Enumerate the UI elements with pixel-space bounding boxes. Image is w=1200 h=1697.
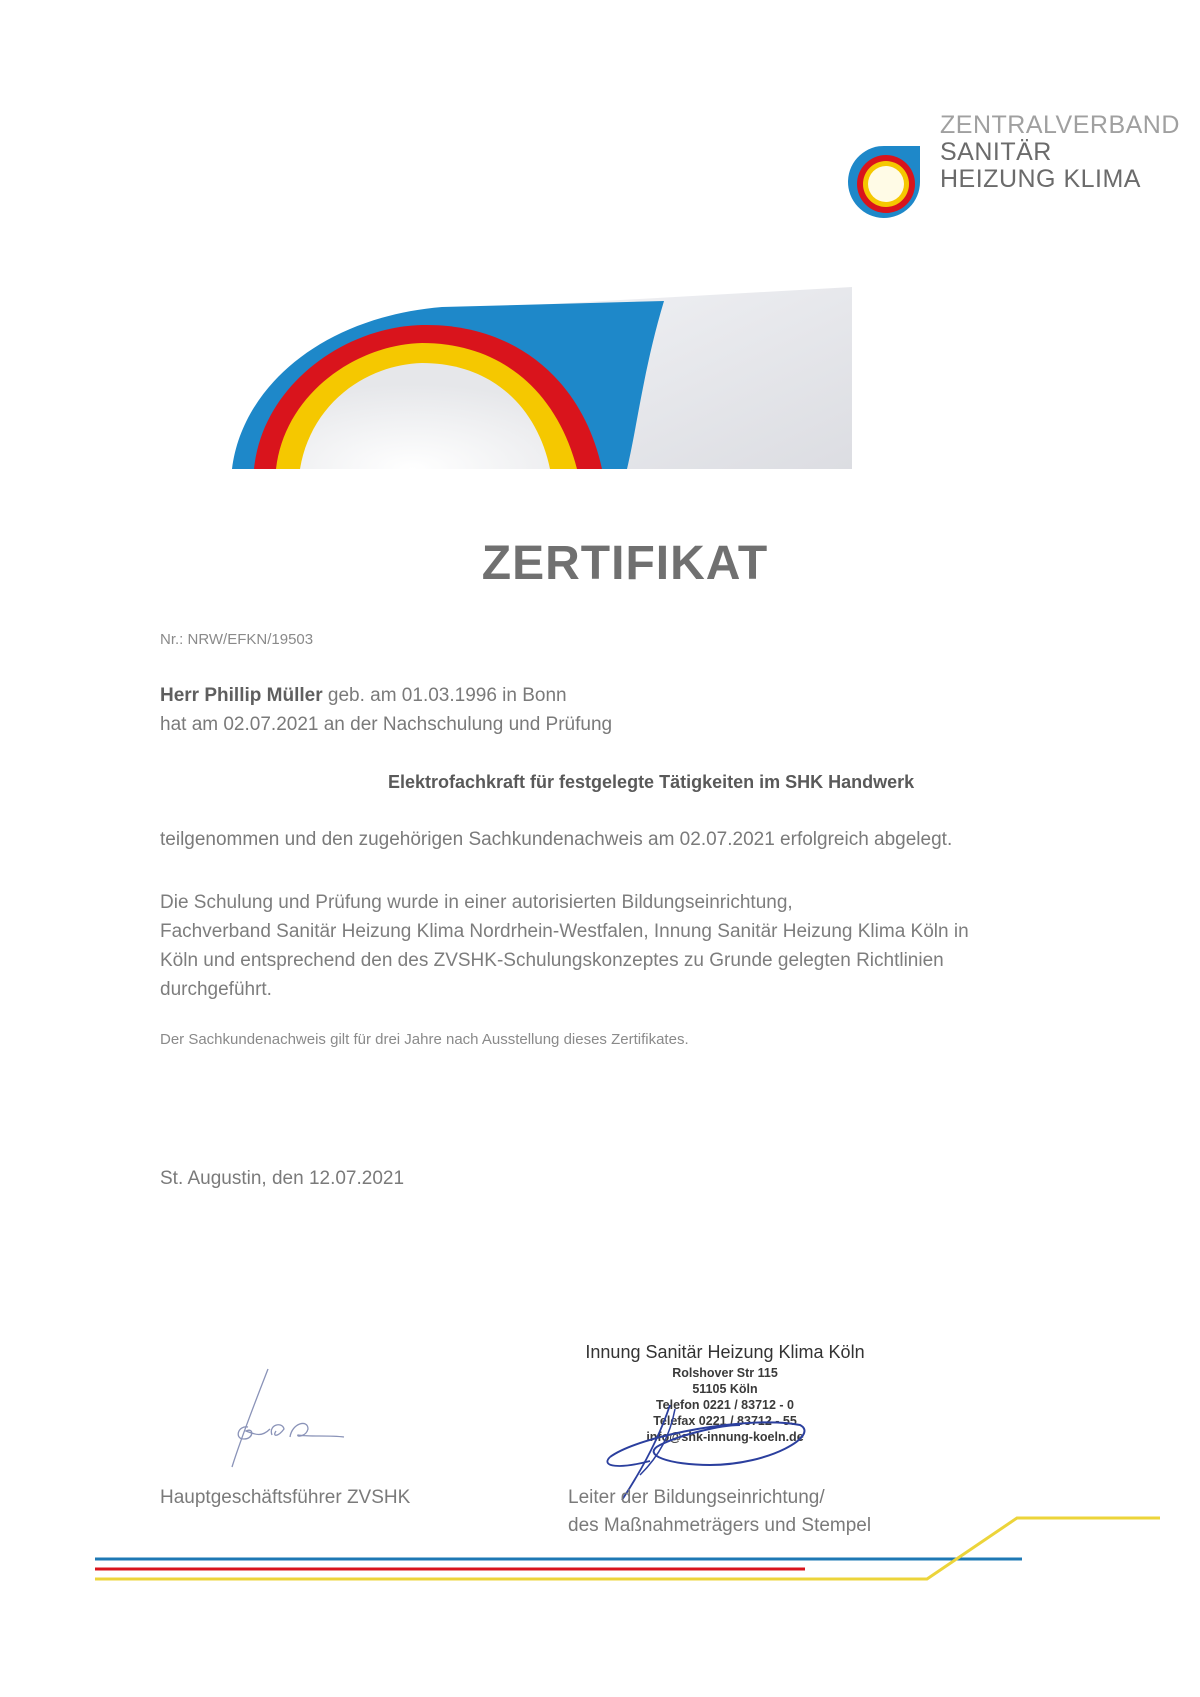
paragraph-line: Fachverband Sanitär Heizung Klima Nordrhein-Westfalen, Innung Sanitär Heizung Klima Köln in (160, 921, 969, 942)
zvshk-logo (848, 142, 924, 222)
paragraph-line: durchgeführt. (160, 979, 272, 1000)
stamp-city: 51105 Köln (692, 1382, 758, 1396)
logo-line-2: SANITÄR (940, 138, 1052, 166)
recipient-line (160, 685, 567, 707)
left-signature (210, 1365, 350, 1475)
recipient-birth: geb. am 01.03.1996 in Bonn (322, 685, 567, 706)
institution-paragraph (160, 888, 969, 1004)
rainbow-arc-banner (232, 287, 852, 469)
paragraph-line: Köln und entsprechend den des ZVSHK-Schulungskonzeptes zu Grunde gelegten Richtlinien (160, 950, 944, 971)
validity-note: Der Sachkundenachweis gilt für drei Jahre nach Ausstellung dieses Zertifikates. (160, 1031, 689, 1048)
stamp-org: Innung Sanitär Heizung Klima Köln (585, 1342, 865, 1362)
stamp-fax: Telefax 0221 / 83712 - 55 (653, 1414, 797, 1428)
place-date: St. Augustin, den 12.07.2021 (160, 1168, 405, 1189)
paragraph-line: Die Schulung und Prüfung wurde in einer autorisierten Bildungseinrichtung, (160, 892, 793, 913)
rainbow-arc-banner-icon (232, 287, 852, 469)
color-stripes-icon (0, 1500, 1200, 1600)
certificate-title: ZERTIFIKAT (481, 537, 769, 590)
right-label-line-2: des Maßnahmeträgers und Stempel (568, 1515, 872, 1536)
recipient-name: Herr Phillip Müller (160, 685, 323, 706)
logo-wordmark (940, 112, 1180, 193)
participation-line: hat am 02.07.2021 an der Nachschulung und Prüfung (160, 714, 613, 735)
left-signature-label: Hauptgeschäftsführer ZVSHK (160, 1487, 411, 1508)
stamp-phone: Telefon 0221 / 83712 - 0 (655, 1398, 795, 1412)
decorative-stripes (0, 1500, 1200, 1605)
completion-line: teilgenommen und den zugehörigen Sachkundenachweis am 02.07.2021 erfolgreich abgelegt. (160, 829, 953, 850)
handwritten-signature-icon (210, 1365, 350, 1470)
course-title: Elektrofachkraft für festgelegte Tätigkeiten im SHK Handwerk (388, 772, 915, 792)
certificate-number: Nr.: NRW/EFKN/19503 (160, 631, 314, 648)
right-label-line-1: Leiter der Bildungseinrichtung/ (568, 1487, 825, 1508)
logo-line-1: ZENTRALVERBAND (940, 111, 1180, 139)
stamp-email: info@shk-innung-koeln.de (646, 1430, 804, 1444)
logo-line-3: HEIZUNG KLIMA (940, 165, 1141, 193)
stamp-street: Rolshover Str 115 (672, 1366, 778, 1380)
zvshk-ring-logo-icon (848, 142, 924, 222)
